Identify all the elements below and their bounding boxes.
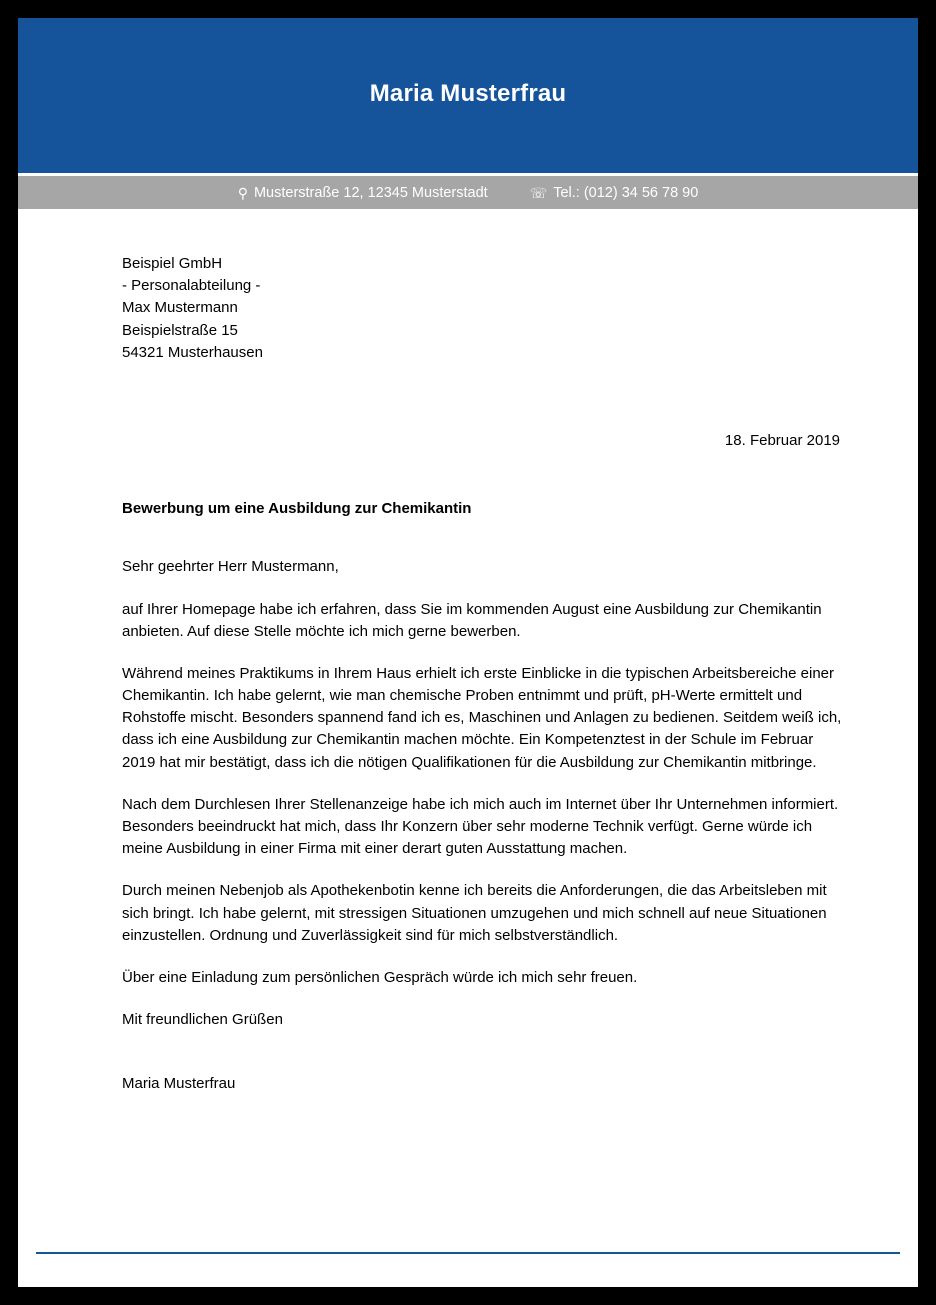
- letter-signature: Maria Musterfrau: [122, 1075, 236, 1093]
- recipient-line-1: Beispiel GmbH: [122, 255, 223, 272]
- letter-page: [18, 18, 918, 1287]
- recipient-line-2: - Personalabteilung -: [122, 277, 261, 295]
- letter-paragraph-3: Nach dem Durchlesen Ihrer Stellenanzeige habe ich mich auch im Internet über Ihr Unternehmen informiert. Besonders beeindruckt hat mich, dass Ihr Konzern über sehr moderne Technik verfügt. Gerne würde ich meine Ausbildung in einer Firma mit einer derart guten Ausstattung machen.: [122, 795, 839, 858]
- footer-divider: [36, 1252, 900, 1254]
- contact-phone-text: Tel.: (012) 34 56 78 90: [553, 184, 699, 201]
- location-pin-icon: ⚲: [237, 184, 248, 201]
- letter-paragraph-5: Über eine Einladung zum persönlichen Gespräch würde ich mich sehr freuen.: [122, 968, 638, 986]
- contact-phone: [530, 185, 699, 201]
- contact-address: [238, 185, 488, 201]
- recipient-line-3: Max Mustermann: [122, 299, 238, 317]
- recipient-address-block: [122, 253, 842, 364]
- letter-salutation: Sehr geehrter Herr Mustermann,: [122, 558, 339, 576]
- letter-paragraph-1: auf Ihrer Homepage habe ich erfahren, dass Sie im kommenden August eine Ausbildung zur Chemikantin anbieten. Auf diese Stelle möchte ich mich gerne bewerben.: [122, 600, 822, 640]
- letter-subject: Bewerbung um eine Ausbildung zur Chemikantin: [122, 500, 472, 518]
- letter-closing: Mit freundlichen Grüßen: [122, 1011, 283, 1029]
- recipient-line-4: Beispielstraße 15: [122, 321, 238, 339]
- letter-body: [18, 209, 918, 1096]
- letter-paragraph-2: Während meines Praktikums in Ihrem Haus erhielt ich erste Einblicke in die typischen Arbeitsbereiche einer Chemikantin. Ich habe gelernt, wie man chemische Proben entnimmt und prüft, pH-Werte ermittelt und Rohstoffe mischt. Besonders spannend fand ich es, Maschinen und Anlagen zu bedienen. Seitdem weiß ich, dass ich eine Ausbildung zur Chemikantin machen möchte. Ein Kompetenztest in der Schule im Februar 2019 hat mir bestätigt, dass ich die nötigen Qualifikationen für die Ausbildung zur Chemikantin mitbringe.: [122, 664, 842, 771]
- letter-paragraph-4: Durch meinen Nebenjob als Apothekenbotin kenne ich bereits die Anforderungen, die das Arbeitsleben mit sich bringt. Ich habe gelernt, mit stressigen Situationen umzugehen und mich schnell auf neue Situationen einzustellen. Ordnung und Zuverlässigkeit sind für mich selbstverständlich.: [122, 882, 827, 944]
- header-banner: [18, 18, 918, 176]
- contact-bar: [18, 176, 918, 209]
- letter-date: 18. Februar 2019: [724, 431, 840, 449]
- phone-icon: ☏: [529, 184, 548, 201]
- contact-address-text: Musterstraße 12, 12345 Musterstadt: [253, 184, 488, 201]
- page-title: Maria Musterfrau: [369, 80, 567, 107]
- recipient-line-5: 54321 Musterhausen: [122, 343, 263, 361]
- footer-band: [18, 1256, 918, 1287]
